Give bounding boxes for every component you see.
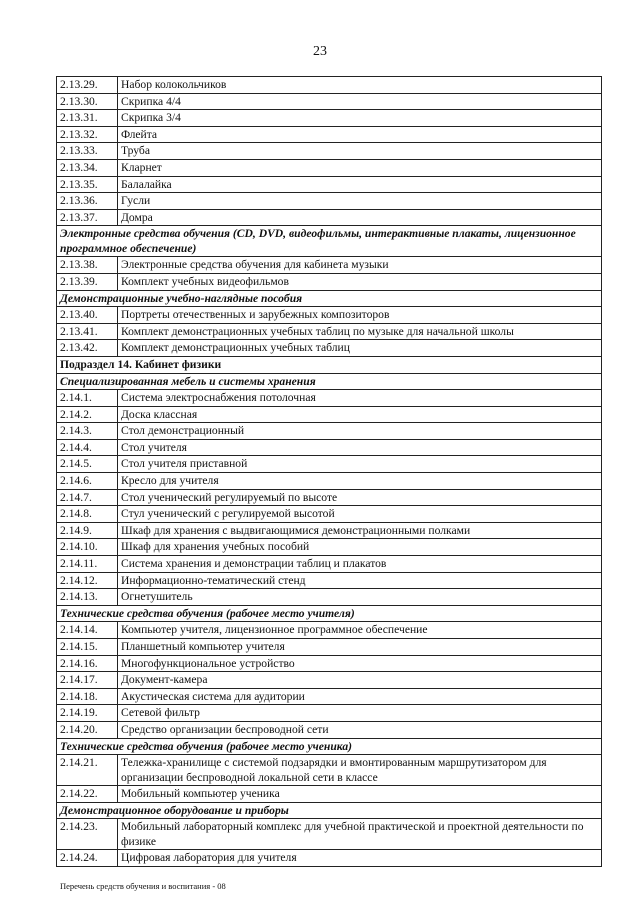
section-title: Электронные средства обучения (CD, DVD, видеофильмы, интерактивные плакаты, лицензионное программное обеспечение): [57, 226, 602, 257]
item-code: 2.14.1.: [57, 390, 118, 407]
equipment-table-body: [57, 77, 602, 867]
item-code: 2.13.35.: [57, 176, 118, 193]
item-code: 2.14.16.: [57, 655, 118, 672]
item-name: Балалайка: [118, 176, 602, 193]
table-row: [57, 556, 602, 573]
table-row: [57, 273, 602, 290]
item-name: Цифровая лаборатория для учителя: [118, 850, 602, 867]
item-name: Система хранения и демонстрации таблиц и плакатов: [118, 556, 602, 573]
item-code: 2.13.36.: [57, 193, 118, 210]
table-row: [57, 77, 602, 94]
table-row: [57, 390, 602, 407]
table-row: [57, 688, 602, 705]
section-header-row: [57, 738, 602, 755]
page-number: 23: [313, 44, 327, 59]
item-code: 2.14.20.: [57, 721, 118, 738]
item-code: 2.14.17.: [57, 672, 118, 689]
section-title: Демонстрационные учебно-наглядные пособия: [57, 290, 602, 307]
item-name: Документ-камера: [118, 672, 602, 689]
item-code: 2.14.8.: [57, 506, 118, 523]
item-name: Система электроснабжения потолочная: [118, 390, 602, 407]
section-header-row: [57, 802, 602, 819]
item-code: 2.14.4.: [57, 439, 118, 456]
page-footer: Перечень средств обучения и воспитания - 08: [60, 881, 226, 891]
item-name: Сетевой фильтр: [118, 705, 602, 722]
equipment-table: [56, 76, 602, 867]
item-code: 2.14.18.: [57, 688, 118, 705]
table-row: [57, 257, 602, 274]
item-name: Флейта: [118, 126, 602, 143]
table-row: [57, 439, 602, 456]
item-code: 2.14.3.: [57, 423, 118, 440]
item-name: Комплект демонстрационных учебных таблиц по музыке для начальной школы: [118, 323, 602, 340]
item-code: 2.13.33.: [57, 143, 118, 160]
item-name: Доска классная: [118, 406, 602, 423]
item-name: Домра: [118, 209, 602, 226]
item-name: Труба: [118, 143, 602, 160]
item-name: Стол демонстрационный: [118, 423, 602, 440]
item-code: 2.14.19.: [57, 705, 118, 722]
item-code: 2.14.15.: [57, 639, 118, 656]
table-row: [57, 159, 602, 176]
section-title: Демонстрационное оборудование и приборы: [57, 802, 602, 819]
item-code: 2.13.37.: [57, 209, 118, 226]
table-row: [57, 589, 602, 606]
item-name: Стол ученический регулируемый по высоте: [118, 489, 602, 506]
table-row: [57, 93, 602, 110]
table-row: [57, 819, 602, 850]
table-row: [57, 110, 602, 127]
item-code: 2.14.14.: [57, 622, 118, 639]
table-row: [57, 850, 602, 867]
item-code: 2.13.30.: [57, 93, 118, 110]
item-name: Мобильный компьютер ученика: [118, 786, 602, 803]
table-row: [57, 721, 602, 738]
item-code: 2.14.6.: [57, 473, 118, 490]
table-row: [57, 456, 602, 473]
item-name: Огнетушитель: [118, 589, 602, 606]
table-row: [57, 755, 602, 786]
item-name: Шкаф для хранения учебных пособий: [118, 539, 602, 556]
item-name: Планшетный компьютер учителя: [118, 639, 602, 656]
item-name: Кларнет: [118, 159, 602, 176]
item-name: Скрипка 4/4: [118, 93, 602, 110]
item-code: 2.14.2.: [57, 406, 118, 423]
item-name: Шкаф для хранения с выдвигающимися демонстрационными полками: [118, 522, 602, 539]
table-row: [57, 672, 602, 689]
item-name: Стол учителя: [118, 439, 602, 456]
table-row: [57, 572, 602, 589]
section-header-row: [57, 290, 602, 307]
item-code: 2.14.11.: [57, 556, 118, 573]
item-name: Комплект демонстрационных учебных таблиц: [118, 340, 602, 357]
table-row: [57, 655, 602, 672]
item-code: 2.13.40.: [57, 307, 118, 324]
item-name: Многофункциональное устройство: [118, 655, 602, 672]
item-name: Портреты отечественных и зарубежных композиторов: [118, 307, 602, 324]
table-row: [57, 705, 602, 722]
subsection-title: Подраздел 14. Кабинет физики: [57, 356, 602, 373]
section-title: Специализированная мебель и системы хранения: [57, 373, 602, 390]
item-code: 2.13.29.: [57, 77, 118, 94]
item-code: 2.13.42.: [57, 340, 118, 357]
table-row: [57, 489, 602, 506]
section-title: Технические средства обучения (рабочее место учителя): [57, 605, 602, 622]
item-name: Средство организации беспроводной сети: [118, 721, 602, 738]
item-name: Гусли: [118, 193, 602, 210]
item-name: Кресло для учителя: [118, 473, 602, 490]
section-header-row: [57, 226, 602, 257]
item-code: 2.14.22.: [57, 786, 118, 803]
table-row: [57, 340, 602, 357]
item-code: 2.14.10.: [57, 539, 118, 556]
table-row: [57, 323, 602, 340]
table-row: [57, 423, 602, 440]
item-code: 2.13.41.: [57, 323, 118, 340]
item-code: 2.14.23.: [57, 819, 118, 850]
item-name: Мобильный лабораторный комплекс для учебной практической и проектной деятельности по физике: [118, 819, 602, 850]
item-name: Электронные средства обучения для кабинета музыки: [118, 257, 602, 274]
table-row: [57, 126, 602, 143]
table-row: [57, 522, 602, 539]
item-code: 2.13.31.: [57, 110, 118, 127]
section-header-row: [57, 373, 602, 390]
item-code: 2.13.32.: [57, 126, 118, 143]
item-code: 2.14.12.: [57, 572, 118, 589]
item-code: 2.13.39.: [57, 273, 118, 290]
item-name: Тележка-хранилище с системой подзарядки и вмонтированным маршрутизатором для организации беспроводной локальной сети в классе: [118, 755, 602, 786]
section-header-row: [57, 605, 602, 622]
section-title: Технические средства обучения (рабочее место ученика): [57, 738, 602, 755]
table-row: [57, 506, 602, 523]
table-row: [57, 193, 602, 210]
table-row: [57, 639, 602, 656]
item-name: Компьютер учителя, лицензионное программное обеспечение: [118, 622, 602, 639]
item-code: 2.14.21.: [57, 755, 118, 786]
item-code: 2.13.34.: [57, 159, 118, 176]
table-row: [57, 786, 602, 803]
item-name: Информационно-тематический стенд: [118, 572, 602, 589]
item-code: 2.14.7.: [57, 489, 118, 506]
item-code: 2.13.38.: [57, 257, 118, 274]
table-row: [57, 143, 602, 160]
table-row: [57, 539, 602, 556]
table-row: [57, 176, 602, 193]
table-row: [57, 622, 602, 639]
item-code: 2.14.13.: [57, 589, 118, 606]
table-row: [57, 307, 602, 324]
table-row: [57, 473, 602, 490]
item-name: Стол учителя приставной: [118, 456, 602, 473]
item-name: Акустическая система для аудитории: [118, 688, 602, 705]
table-row: [57, 209, 602, 226]
item-code: 2.14.5.: [57, 456, 118, 473]
subsection-header-row: [57, 356, 602, 373]
item-name: Набор колокольчиков: [118, 77, 602, 94]
item-code: 2.14.24.: [57, 850, 118, 867]
item-name: Стул ученический с регулируемой высотой: [118, 506, 602, 523]
table-row: [57, 406, 602, 423]
item-name: Скрипка 3/4: [118, 110, 602, 127]
item-name: Комплект учебных видеофильмов: [118, 273, 602, 290]
item-code: 2.14.9.: [57, 522, 118, 539]
